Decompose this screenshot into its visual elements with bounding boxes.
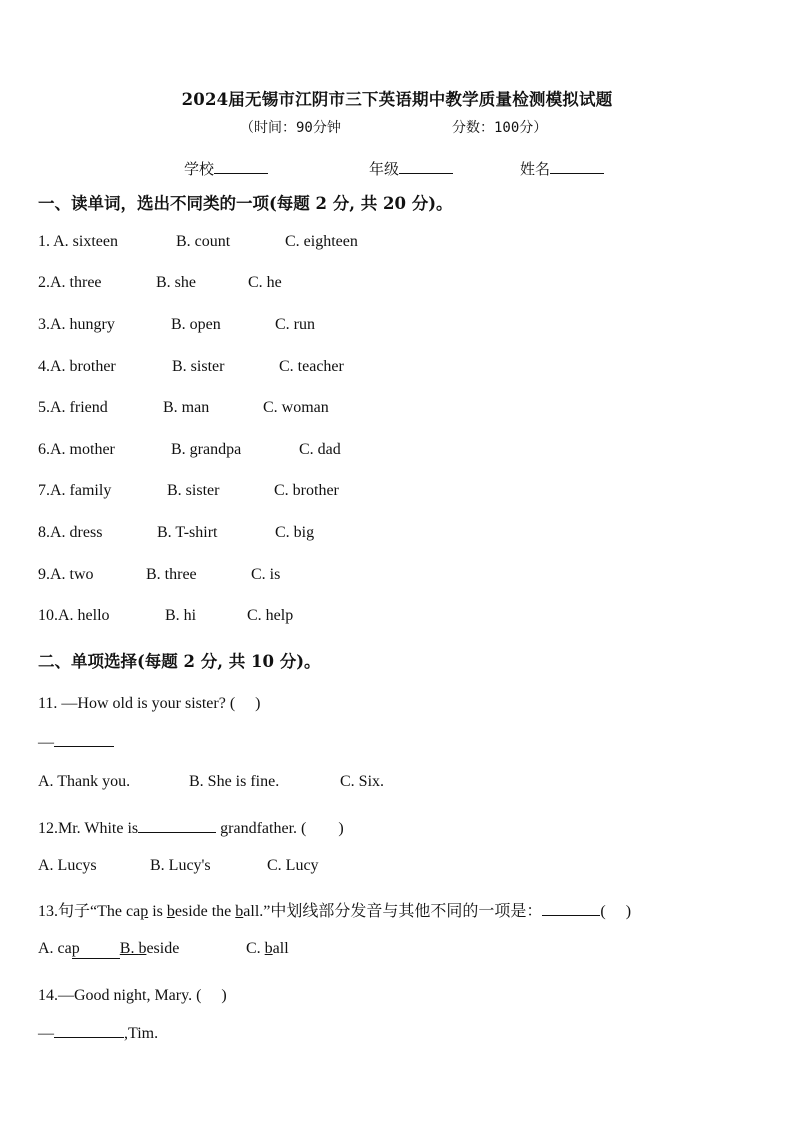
option-c: C. help	[247, 607, 294, 624]
option-c: C. is	[251, 566, 281, 583]
option-c: C. eighteen	[285, 233, 358, 250]
question-11-answer	[38, 732, 114, 752]
school-field	[184, 158, 268, 179]
answer-dash: —	[38, 1025, 54, 1042]
answer-blank[interactable]	[54, 732, 114, 747]
option-b: B. Lucy's	[150, 857, 211, 874]
answer-blank[interactable]	[542, 901, 600, 916]
question-13-stem	[38, 898, 631, 921]
option-b: B. count	[176, 233, 231, 250]
stem-text: is	[148, 903, 167, 920]
answer-dash: —	[38, 734, 54, 751]
option-b: B. sister	[172, 358, 225, 375]
answer-end: ,Tim.	[124, 1025, 159, 1042]
option-c: C. woman	[263, 399, 329, 416]
option-b: B. hi	[165, 607, 197, 624]
exam-title: 2024届无锡市江阴市三下英语期中教学质量检测模拟试题	[181, 90, 613, 109]
section1-heading: 一、读单词，选出不同类的一项(每题 2 分, 共 20 分)。	[38, 194, 453, 213]
school-blank[interactable]	[214, 159, 268, 174]
stem-end: ( )	[600, 903, 632, 920]
option-c: C. ball	[246, 940, 289, 957]
option-a: 1. A. sixteen	[38, 233, 118, 250]
option-c: C. brother	[274, 482, 339, 499]
underlined-letter: b	[166, 903, 175, 920]
option-b: B. open	[171, 316, 221, 333]
exam-score: 分数：100分）	[452, 120, 548, 136]
underlined-letter: b	[235, 903, 244, 920]
stem-start: 12.Mr. White is	[38, 820, 139, 837]
option-b: B. grandpa	[171, 441, 242, 458]
option-a: 3.A. hungry	[38, 316, 115, 333]
option-a: 8.A. dress	[38, 524, 103, 541]
option-a: A. cap B. beside	[38, 940, 180, 957]
question-11-stem: 11. —How old is your sister? ( )	[38, 695, 261, 712]
section2-heading: 二、单项选择(每题 2 分, 共 10 分)。	[38, 652, 321, 671]
answer-blank[interactable]	[54, 1023, 124, 1038]
grade-field	[369, 158, 453, 179]
stem-end: grandfather. ( )	[216, 820, 344, 837]
option-c: C. Six.	[340, 773, 385, 790]
school-label: 学校	[184, 160, 215, 178]
name-field	[520, 158, 604, 179]
stem-text: eside the	[174, 903, 236, 920]
option-a: 5.A. friend	[38, 399, 108, 416]
option-a: A. Thank you.	[38, 773, 131, 790]
answer-blank[interactable]	[138, 818, 216, 833]
question-14-answer	[38, 1023, 158, 1043]
option-c: C. he	[248, 274, 282, 291]
grade-blank[interactable]	[399, 159, 453, 174]
option-b: B. she	[156, 274, 196, 291]
option-c: C. big	[275, 524, 315, 541]
option-b: B. three	[146, 566, 197, 583]
option-b: B. sister	[167, 482, 220, 499]
option-a: 10.A. hello	[38, 607, 110, 624]
stem-text: all.”中划线部分发音与其他不同的一项是：	[243, 903, 543, 920]
name-blank[interactable]	[550, 159, 604, 174]
option-a: 6.A. mother	[38, 441, 115, 458]
stem-text: 13.句子“The ca	[38, 903, 141, 920]
option-a: A. Lucys	[38, 857, 97, 874]
option-a: 4.A. brother	[38, 358, 116, 375]
underlined-letter: p	[140, 903, 149, 920]
option-c: C. run	[275, 316, 315, 333]
option-b: B. She is fine.	[189, 773, 280, 790]
option-c: C. Lucy	[267, 857, 319, 874]
question-14-stem: 14.—Good night, Mary. ( )	[38, 987, 227, 1004]
option-b-label: B.	[119, 940, 139, 957]
option-c: C. dad	[299, 441, 341, 458]
option-b: B. T-shirt	[157, 524, 218, 541]
name-label: 姓名	[520, 160, 551, 178]
option-a: 9.A. two	[38, 566, 94, 583]
grade-label: 年级	[369, 160, 400, 178]
option-a: 7.A. family	[38, 482, 112, 499]
option-c: C. teacher	[279, 358, 344, 375]
question-12-stem	[38, 815, 344, 838]
exam-time: （时间：90分钟	[240, 120, 341, 136]
option-a: 2.A. three	[38, 274, 102, 291]
option-b: B. man	[163, 399, 210, 416]
